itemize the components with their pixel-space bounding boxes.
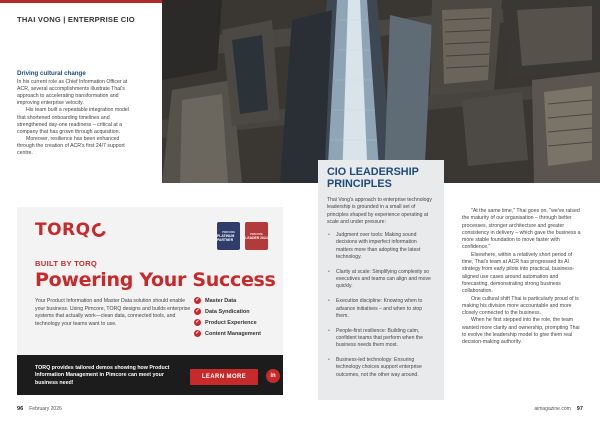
torq-advertisement[interactable] [17, 207, 283, 395]
linkedin-icon[interactable]: in [266, 369, 280, 383]
ad-headline: Powering Your Success [35, 269, 276, 291]
leadership-principles-box [318, 160, 444, 400]
intro-paragraph: His team built a repeatable integration model that shortened onboarding timelines and strengthened day-one readiness – critical at a company that has grown through acquisition. [17, 107, 129, 135]
body-paragraph: Elsewhere, within a relatively short period of time, Thai's team at ACR has progressed its AI strategy from early pilots into practical, business-aligned use cases around automation and forecasting, demonstrating strong business collaboration. [462, 251, 575, 295]
ad-footer-bar [17, 355, 283, 395]
body-paragraph: "At the same time," Thai goes on, "we've raised the maturity of our organisation – through better processes, stronger architecture and greater consistency in delivery – which gave the business a more stable foundation to move faster with confidence." [462, 208, 581, 251]
torq-logo-mark-icon [89, 220, 108, 239]
sidebar-title: CIO LEADERSHIP PRINCIPLES [327, 166, 419, 190]
check-icon: ✓ [195, 297, 200, 303]
footer-right [534, 406, 583, 412]
issue-date: February 2026 [29, 406, 62, 412]
ad-built-by: BUILT BY TORQ [35, 259, 98, 268]
intro-paragraph: In his current role as Chief Information Officer at ACR, several accomplishments illustrate Thai's approach to accelerating transformation and improving enterprise velocity. [17, 79, 128, 107]
intro-column [17, 70, 135, 157]
principle-item: • People-first resilience: Building calm, confident teams that perform when the business needs them most. [327, 328, 435, 350]
page-number-right: 97 [576, 406, 583, 412]
principle-item: • Clarity at scale: Simplifying complexity so executives and teams can align and move quickly. [327, 269, 435, 291]
intro-paragraph: Moreover, resilience has been enhanced through the creation of ACR's first 24/7 support centre. [17, 135, 125, 157]
pimcore-leader-badge: PIMCORE LEADER 2024 [245, 222, 268, 250]
page-number-left: 96 [17, 406, 24, 412]
footer-left [17, 406, 62, 412]
body-paragraph: One cultural shift Thai is particularly proud of is making his division more accountable and more closely connected to the business. [462, 295, 579, 317]
pimcore-partner-badge: PIMCORE PLATINUM PARTNER [217, 222, 240, 250]
check-icon: ✓ [195, 319, 200, 325]
site-url[interactable]: aimagazine.com [534, 406, 571, 412]
aerial-city-photo [162, 0, 600, 183]
ad-feature-item: ✓ Product Experience [195, 319, 257, 326]
principle-item: • Execution discipline: Knowing when to advance initiatives – and when to stop them. [327, 298, 435, 320]
torq-logo-word: TORQ [35, 220, 91, 240]
ad-feature-list [194, 295, 261, 339]
ad-body-text: Your Product Information and Master Data solution should enable your business. Using Pimcore, TORQ designs and builds enterprise systems that actually work—clean data, connected tools, and technology your teams want to use. [35, 298, 191, 327]
partner-badges [217, 222, 268, 250]
ad-feature-item: ✓ Master Data [195, 297, 237, 304]
page-header-title: THAI VONG | ENTERPRISE CIO [17, 15, 135, 24]
sidebar-lead: Thai Vong's approach to enterprise technology leadership is grounded in a small set of principles shaped by experience operating at scale and under pressure: [327, 197, 432, 225]
ad-feature-item: ✓ Data Syndication [195, 308, 250, 315]
check-icon: ✓ [195, 308, 200, 314]
right-body-column [462, 208, 584, 347]
ad-feature-item: ✓ Content Management [195, 330, 261, 337]
principles-list [327, 232, 435, 379]
intro-heading: Driving cultural change [17, 70, 86, 77]
principle-item: • Judgment over tools: Making sound decisions with imperfect information matters more than adopting the latest technology. [327, 232, 435, 261]
torq-logo [35, 220, 106, 240]
body-paragraph: When he first stepped into the role, the team wanted more clarity and ownership, prompting Thai to evolve the leadership model to give them real decision-making authority. [462, 317, 580, 346]
learn-more-button[interactable]: LEARN MORE [190, 369, 258, 385]
check-icon: ✓ [195, 330, 200, 336]
ad-footer-text: TORQ provides tailored demos showing how Product Information Management in Pimcore can meet your business need! [35, 365, 170, 386]
principle-item: • Business-led technology: Ensuring technology choices support enterprise outcomes, not the other way around. [327, 357, 435, 379]
